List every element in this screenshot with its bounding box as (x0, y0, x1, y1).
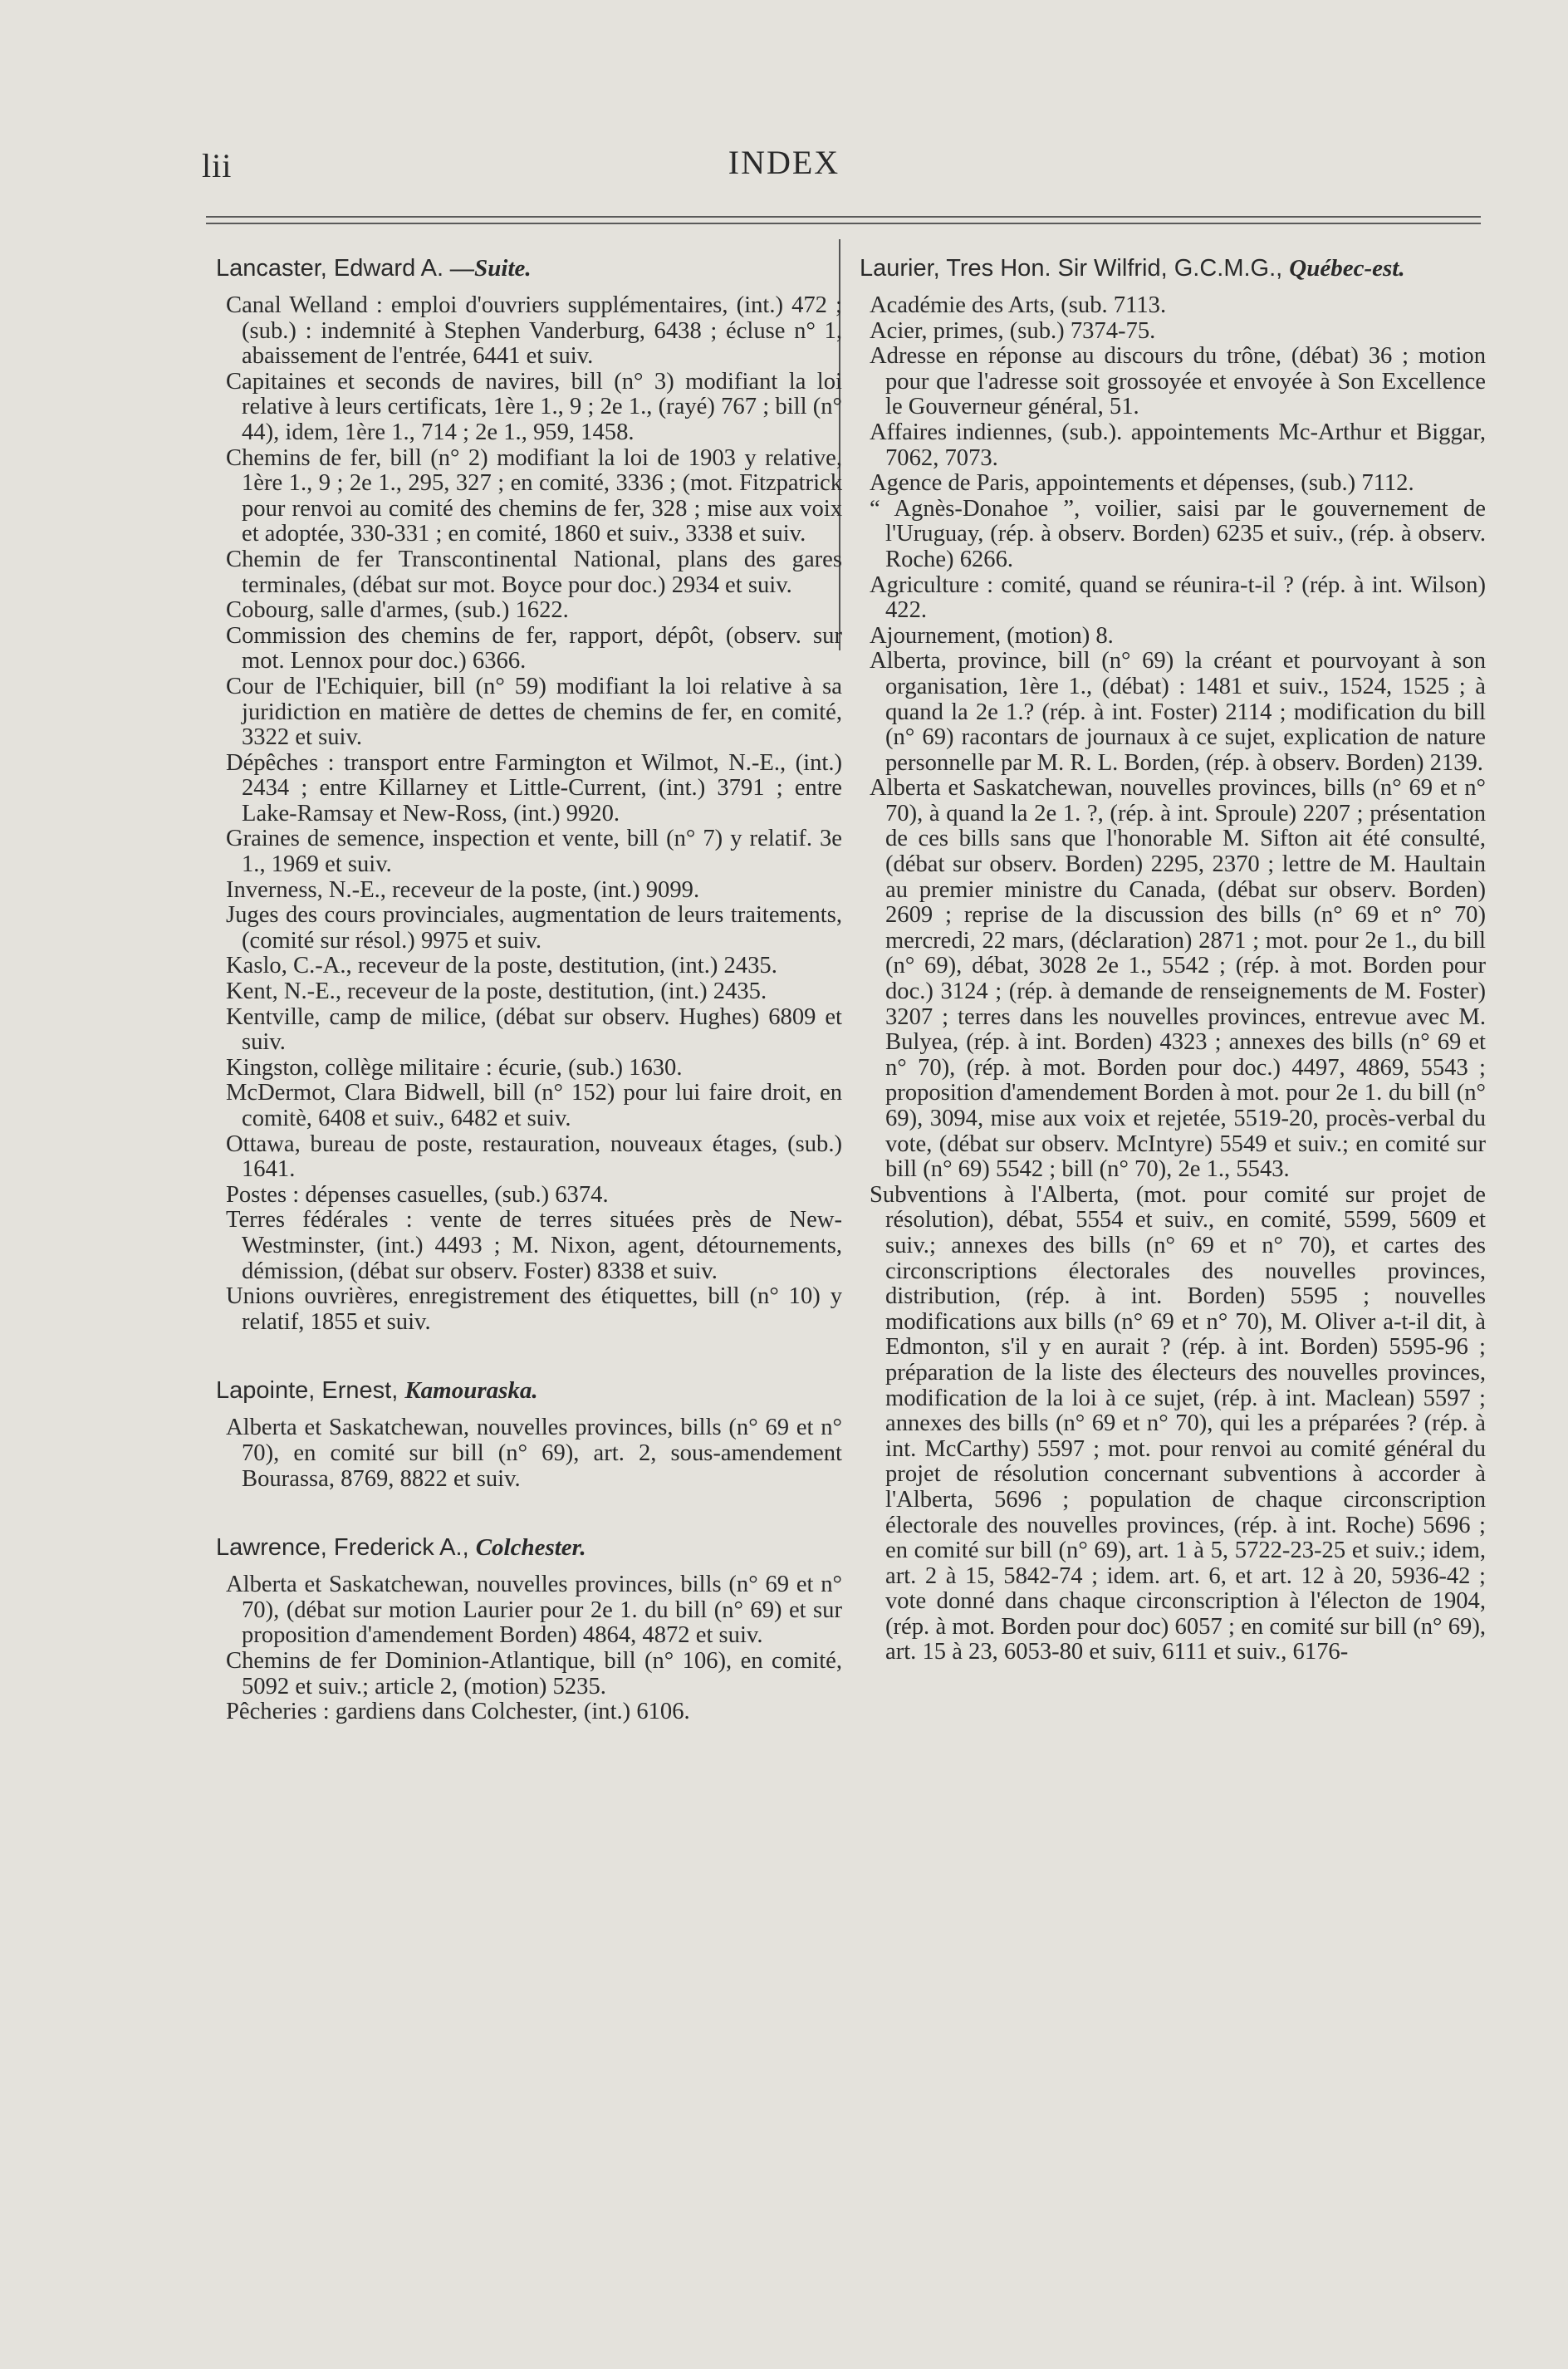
index-entry: Juges des cours provinciales, augmentation de leurs traitements, (comité sur résol.) 9975 et suiv. (226, 902, 842, 954)
index-entry: Kingston, collège militaire : écurie, (sub.) 1630. (226, 1054, 683, 1081)
index-entry: Commission des chemins de fer, rapport, dépôt, (observ. sur mot. Lennox pour doc.) 6366. (226, 622, 842, 674)
index-entry: Unions ouvrières, enregistrement des étiquettes, bill (n° 10) y relatif, 1855 et suiv. (226, 1283, 842, 1335)
index-entry: Kentville, camp de milice, (débat sur observ. Hughes) 6809 et suiv. (226, 1003, 842, 1056)
index-entry: Alberta, province, bill (n° 69) la créant et pourvoyant à son organisation, 1ère 1., (débat) : 1481 et suiv., 1524, 1525 ; à quand la 2e 1.? (rép. à int. Foster) 2114 ; modification du bill (n° 69) racontars de journaux à ce sujet, explication de nature personnelle par M. R. L. Borden, (rép. à observ. Borden) 2139. (870, 648, 1486, 776)
section-gap (206, 1492, 842, 1522)
member-heading (216, 1533, 842, 1562)
index-entry: Cobourg, salle d'armes, (sub.) 1622. (226, 597, 569, 624)
index-entry: McDermot, Clara Bidwell, bill (n° 152) pour lui faire droit, en comitè, 6408 et suiv., 6482 et suiv. (226, 1080, 842, 1131)
member-riding: Kamouraska. (404, 1377, 538, 1405)
index-entry: “ Agnès-Donahoe ”, voilier, saisi par le gouvernement de l'Uruguay, (rép. à observ. Borden) 6235 et suiv., (rép. à observ. Roche) 6266. (870, 495, 1486, 572)
index-entry: Ottawa, bureau de poste, restauration, nouveaux étages, (sub.) 1641. (226, 1131, 842, 1183)
index-entry: Académie des Arts, (sub. 7113. (870, 292, 1167, 318)
index-entry: Agence de Paris, appointements et dépenses, (sub.) 7112. (870, 470, 1414, 497)
index-entry: Graines de semence, inspection et vente, bill (n° 7) y relatif. 3e 1., 1969 et suiv. (226, 826, 842, 878)
index-entry: Kent, N.-E., receveur de la poste, destitution, (int.) 2435. (226, 978, 767, 1005)
index-entry: Chemins de fer Dominion-Atlantique, bill (n° 106), en comité, 5092 et suiv.; article 2, (motion) 5235. (226, 1647, 842, 1700)
index-entry: Canal Welland : emploi d'ouvriers supplémentaires, (int.) 472 ; (sub.) : indemnité à Stephen Vanderburg, 6438 ; écluse n° 1, abaissement de l'entrée, 6441 et suiv. (226, 292, 842, 370)
index-entry: Pêcheries : gardiens dans Colchester, (int.) 6106. (226, 1699, 690, 1725)
index-entry: Affaires indiennes, (sub.). appointements Mc-Arthur et Biggar, 7062, 7073. (870, 419, 1486, 471)
index-entry: Alberta et Saskatchewan, nouvelles provinces, bills (n° 69 et n° 70), à quand la 2e 1. ?, (rép. à int. Sproule) 2207 ; présentation de ces bills sans que l'honorable M. Sifton ait été consulté, (débat sur observ. Borden) 2295, 2370 ; lettre de M. Haultain au premier ministre du Canada, (débat sur observ. Borden) 2609 ; reprise de la discussion des bills (n° 69 et n° 70) mercredi, 22 mars, (déclaration) 2871 ; mot. pour 2e 1., du bill (n° 69), débat, 3028 2e 1., 5542 ; (rép. à mot. Borden pour doc.) 3124 ; (rép. à demande de renseignements de M. Foster) 3207 ; terres dans les nouvelles provinces, entrevue avec M. Bulyea, (rép. à int. Borden) 4323 ; annexes des bills (n° 69 et n° 70), (rép. à mot. Borden pour doc.) 4497, 4869, 5543 ; proposition d'amendement Borden à mot. pour 2e 1. du bill (n° 69), 3094, mise aux voix et rejetée, 5519-20, procès-verbal du vote, (débat sur observ. McIntyre) 5549 et suiv.; en comité sur bill (n° 69) 5542 ; bill (n° 70), 2e 1., 5543. (870, 775, 1486, 1183)
index-entry: Alberta et Saskatchewan, nouvelles provinces, bills (n° 69 et n° 70), en comité sur bill (n° 69), art. 2, sous-amendement Bourassa, 8769, 8822 et suiv. (226, 1415, 842, 1492)
index-entry: Cour de l'Echiquier, bill (n° 59) modifiant la loi relative à sa juridiction en matière de dettes de chemins de fer, en comité, 3322 et suiv. (226, 673, 842, 751)
index-entry: Alberta et Saskatchewan, nouvelles provinces, bills (n° 69 et n° 70), (débat sur motion Laurier pour 2e 1. du bill (n° 69) et sur proposition d'amendement Borden) 4864, 4872 et suiv. (226, 1572, 842, 1649)
right-column (850, 243, 1486, 1665)
left-column (206, 243, 842, 1725)
index-entry: Dépêches : transport entre Farmington et Wilmot, N.-E., (int.) 2434 ; entre Killarney et Little-Current, (int.) 3791 ; entre Lake-Ramsay et New-Ross, (int.) 9920. (226, 749, 842, 826)
member-name: Laurier, Tres Hon. Sir Wilfrid, G.C.M.G., (860, 255, 1290, 282)
index-entry: Ajournement, (motion) 8. (870, 622, 1114, 649)
index-entry: Chemin de fer Transcontinental National, plans des gares terminales, (débat sur mot. Boyce pour doc.) 2934 et suiv. (226, 546, 842, 598)
member-riding: Québec-est. (1289, 255, 1405, 282)
section-gap (206, 1335, 842, 1365)
member-riding: —Suite. (450, 255, 532, 282)
page-title: INDEX (728, 144, 840, 181)
index-entry: Inverness, N.-E., receveur de la poste, (int.) 9099. (226, 876, 700, 903)
index-entry: Acier, primes, (sub.) 7374-75. (870, 317, 1156, 344)
index-entry: Subventions à l'Alberta, (mot. pour comité sur projet de résolution), débat, 5554 et suiv., en comité, 5599, 5609 et suiv.; annexes des bills (n° 69 et n° 70), et cartes des circonscriptions électorales des nouvelles provinces, distribution, (rép. à int. Borden) 5595 ; nouvelles modifications aux bills (n° 69 et n° 70), M. Oliver a-t-il dit, à Edmonton, s'il y en aurait ? (rép. à int. Borden) 5595-96 ; préparation de la liste des électeurs des nouvelles provinces, modification de la loi à ce sujet, (rép. à int. Maclean) 5597 ; annexes des bills (n° 69 et n° 70), qui les a préparées ? (rép. à int. McCarthy) 5597 ; mot. pour renvoi au comité général du projet de résolution concernant subventions à accorder à l'Alberta, 5696 ; population de chaque circonscription électorale des nouvelles provinces, (rép. à int. Roche) 5696 ; en comité sur bill (n° 69), art. 1 à 5, 5722-23-25 et suiv.; idem, art. 2 à 15, 5842-74 ; idem. art. 6, et art. 12 à 20, 5936-42 ; vote donné dans chaque circonscription à l'électon de 1904, (rép. à mot. Borden pour doc) 6057 ; en comité sur bill (n° 69), art. 15 à 23, 6053-80 et suiv, 6111 et suiv., 6176- (870, 1181, 1486, 1665)
member-heading (216, 1376, 842, 1405)
index-entry: Agriculture : comité, quand se réunira-t-il ? (rép. à int. Wilson) 422. (870, 571, 1486, 624)
index-entry: Capitaines et seconds de navires, bill (n° 3) modifiant la loi relative à leurs certificats, 1ère 1., 9 ; 2e 1., (rayé) 767 ; bill (n° 44), idem, 1ère 1., 714 ; 2e 1., 959, 1458. (226, 368, 842, 445)
member-heading (860, 254, 1486, 283)
member-heading (216, 254, 842, 283)
member-riding: Colchester. (475, 1534, 586, 1562)
index-entry: Adresse en réponse au discours du trône, (débat) 36 ; motion pour que l'adresse soit grossoyée et envoyée à Son Excellence le Gouverneur général, 51. (870, 343, 1486, 420)
member-name: Lancaster, Edward A. (216, 255, 451, 282)
member-name: Lawrence, Frederick A., (216, 1534, 476, 1562)
index-entry: Chemins de fer, bill (n° 2) modifiant la loi de 1903 y relative, 1ère 1., 9 ; 2e 1., 295, 327 ; en comité, 3336 ; (mot. Fitzpatrick pour renvoi au comité des chemins de fer, 328 ; mise aux voix et adoptée, 330-331 ; en comité, 1860 et suiv., 3338 et suiv. (226, 444, 842, 547)
header-rule-top (206, 216, 1481, 218)
member-name: Lapointe, Ernest, (216, 1377, 405, 1405)
index-entry: Postes : dépenses casuelles, (sub.) 6374. (226, 1181, 609, 1208)
index-entry: Kaslo, C.-A., receveur de la poste, destitution, (int.) 2435. (226, 953, 777, 979)
header-rule-bottom (206, 223, 1481, 224)
page-number: lii (202, 147, 233, 184)
index-entry: Terres fédérales : vente de terres situées près de New-Westminster, (int.) 4493 ; M. Nixon, agent, détournements, démission, (débat sur observ. Foster) 8338 et suiv. (226, 1207, 842, 1284)
